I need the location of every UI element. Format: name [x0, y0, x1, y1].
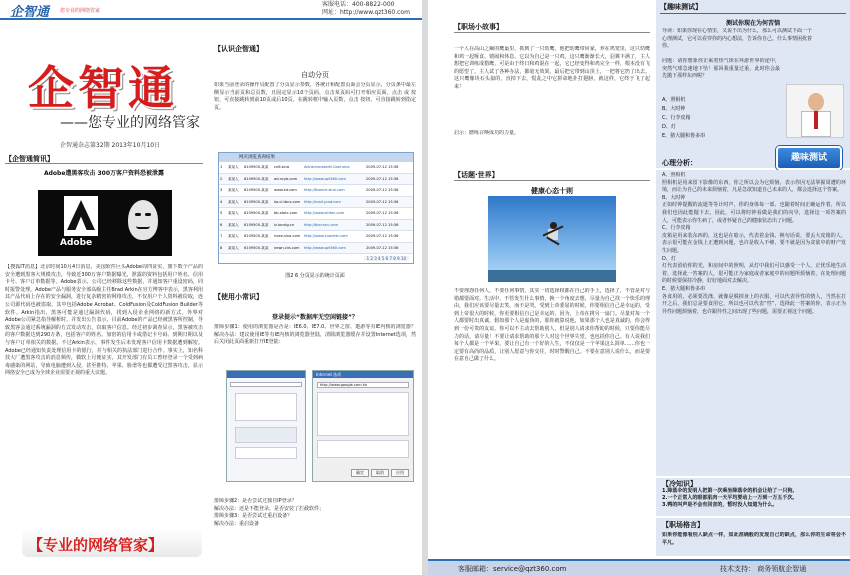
table-cell: 6109500-某某: [244, 188, 269, 192]
motto-section-title: 【职场格言】: [662, 521, 704, 529]
slogan-banner: [22, 529, 202, 557]
pager-bar[interactable]: 1 2 3 4 5 6 7 8 9 10: [364, 256, 409, 261]
table-title: 网页浏览查询结果: [219, 153, 413, 162]
test-option-d[interactable]: D、灯: [662, 124, 676, 130]
browser-screenshot-left: [226, 370, 306, 482]
header-logo: 企智通: [10, 5, 50, 20]
table-cell: 2: [220, 176, 223, 181]
table-cell: 6: [220, 222, 223, 227]
badge-text: 趣味测试: [790, 153, 827, 163]
table-cell: 1: [220, 165, 223, 169]
cold-fact-3: 3.鸭的叫声是不会有回音的，暂时没人知道为什么。: [662, 502, 778, 509]
topic-title: 健康心态十则: [531, 187, 573, 195]
tips-steps: 排障步骤2：是否尝试过独自IP登录？ 解决办法：还是不能登录，是否安装了拦截软件； 排障步骤3：是否尝试过重启设备？ 解决办法：重启设备: [214, 498, 325, 527]
table-row: [219, 231, 413, 243]
cold-fact-1: 1.降落伞的发明人把第一次乘坐降落伞的机会让给了一只狗。: [662, 488, 798, 494]
table-cell[interactable]: http://www.qzt360.com: [304, 245, 346, 250]
adobe-logo-label: Adobe: [60, 238, 93, 248]
table-cell: 某某人: [228, 245, 239, 250]
table-cell: 6109500-某某: [244, 176, 269, 181]
figure-caption: 图2 6 分页显示的统计页面: [285, 273, 345, 279]
page-left: [0, 0, 422, 575]
page-footer: [428, 559, 850, 575]
header-contact: [322, 1, 410, 17]
header-phone: 客服电话：400-8822-000: [322, 1, 395, 8]
test-option-b[interactable]: B、大时钟: [662, 106, 686, 112]
story-lesson: 启示：磨练召唤成功的力量。: [454, 130, 520, 136]
footer-support: 技术支持： 商务领航企智通: [720, 565, 807, 573]
topic-body: 不要埋怨任何人，不要任何事情，其实一切选择权都在自己的手上，选择了，不管是对与错都要面对。生活中，不管发生什么事情，换一个角度去想，尽量为自己找一个快乐的理由，我们应该要尽量去笑，而不是哭。受到上帝委屈的时候，你要相信自己是幸运的，受到上帝很大的时候，你更要相信自己是幸运的，因为，上帝在挑另一扇门。尽量对每一个人都要时出真诚，假如那个人是虚伪的，那你就算说他，如果那个人也是真诚的，你会得到一份可贵的友谊。你可以不主动去帮助别人，但是别人请求你帮助的时候，只要你能尽力的话，请尽量！不要让请求帮助的那个人对这个世界失望，也包括你自己。有人说我们每个人都是一个苹果，要让自己有一个好的人生，不仅仅是一个苹果这么简单……你也一定要有高尚的品质，让别人愿意与你交往，时时警醒自己。不要在意别人说什么，而是要在意自己做了什么。: [454, 288, 650, 363]
banner-text: 【专业的网络管家】: [28, 536, 164, 554]
test-intro: 导读：如果你现在心情里，又说不出为什么，那么可以测试下面一个心理测试，它可以看穿你的内心想法，告诉你自己，什么事情困扰着你。: [662, 28, 812, 50]
stressed-man-photo: [786, 84, 844, 138]
table-cell: 8: [220, 245, 223, 250]
table-cell: 某某人: [228, 199, 239, 204]
table-row: [219, 197, 413, 209]
table-cell: newn.ciis.com: [274, 245, 300, 250]
test-question: 问题：请你想象你正乘着热气球在环游世界的途中，突然气球急速地下坠！那回我重量过重，此时你会最先抛下那样东西呢？: [662, 58, 780, 80]
table-cell: 6109500-某某: [244, 199, 269, 204]
news-body: 【搜狐IT消息】北京时间10月4日消息，美国软件巨头Adobe周四证实，旗下数个产品的安全遭到黑客大规模攻击，导致近300万客户数据曝光，泄露的资料包括用户姓名、信用卡号、客户订单数据等。Adobe表示，公司已经移除这些数据，并通知客户重设密码，同时报警处理。Adobe产品与服务安全部高级主任Brad Arkin在官方博客中表示，黑客利用其产品代码上存在的安全漏洞，进行复杂精密的网络攻击，不仅用户个人资料被窃取，连公司源代码也被盗取。其中包括Adobe Acrobat、ColdFusion及ColdFusion Builder等软件。Arkin指出，黑客可能是通过漏洞代码，找到入侵企业网络的新方式。外界对Adobe公司紧急指导解析时，并发出公告表示，目前Adobe的产品已经被黑客所控制，导致黑客会通过系统漏洞的方式发动攻击，窃取客户信息。经过初步调查显示，黑客被攻击的客户数据达到290万条，包括客户的姓名、加密的信用卡或借记卡号码、到期日期以及与客户订单相关的数据。不过Arkin表示，事件发生后未发现客户信用卡数据遭到解密。Adobe已经通知负责处理信用卡的银行，并与相关的执法部门进行合作。事实上，知名科技大厂遭黑客攻击的消息频传，微软上月便证实，其开发部门有员工曾经登录一个受到病毒感染的网站，导致电脑遭到入侵，甚至推特、苹果、脸谱等也都遭受过黑客攻击，显示网络安全已成为全球企业需要正视的重大议题。: [5, 264, 203, 377]
table-row: [219, 208, 413, 220]
table-cell: 6109500-某某: [244, 222, 269, 227]
table-cell[interactable]: http://tbccnnc.com: [304, 222, 339, 227]
table-cell: 2009-07-12 15:36: [366, 222, 399, 227]
table-row: [219, 243, 413, 255]
table-cell: 某某人: [228, 234, 239, 238]
table-cell: 6109500-某某: [244, 165, 269, 169]
table-cell: 2009-07-12 15:36: [366, 245, 399, 250]
cold-section-title: 【冷知识】: [662, 480, 697, 488]
know-section-title: 【认识企智通】: [214, 45, 263, 53]
analysis-panel: [656, 159, 850, 476]
tips-section-title: 【使用小常识】: [214, 293, 263, 301]
motto-panel: [656, 518, 850, 556]
analysis-body: A、照相机 照相机是用来留下影像的东西，你之所以会为它烦恼，表示你因无法掌握周遭的环境，而让为自己的未来烦恼着，凡是急欲知道自己未来的人，都会选择这个答案。 B、大时钟 正如时钟提醒的流逝等等计时声，你的身体每一部、也随着时间正确运作着，所以我们也因此能抛下去。因此，可以将时钟看做是我们的向导，选择这一项答案的人，可能表示你生病了，或者怀疑自己的健康状态出了问题。 C、行李皮箱 皮箱是用来装东西的，这也是在暗示，代表着金钱、换句话说，要丢大皮箱的人，表示很可能在金钱上正遭到问题，也许是收入不够，要不就是因为贪欲中的财产发生问题。 D、灯 灯代表留给你的光，和房间中的照明，从灯中我们可以感受一个人，正忧乐地生活着，选择此一答案的人，很可能正为家庭或者家庭中的问题所烦恼着，在处理问题的时候要保持冷静，好好地面对去解决。 E、猪大腿和鲁多串 各食用的，必须要洗涤，就像是脱掉身上的衣服，可以代表异性的情人，当然在打开之后，我们总是要食用它，所以也可以代表“性”，选择此一答案的你，表示正为异性问题烦恼着，也许跟异性之间出现了些问题，需要正视这个问题。: [662, 172, 846, 315]
table-cell: ad.ncyb.com: [274, 176, 298, 181]
news-section-title: 【企智通简讯】: [5, 155, 54, 163]
test-options: [662, 96, 705, 141]
dialog-title: Internet 选项: [313, 371, 413, 378]
table-cell: 6109500-某某: [244, 234, 269, 238]
table-cell: 4: [220, 199, 223, 204]
story-section-title: 【职场小故事】: [454, 23, 503, 31]
test-option-a[interactable]: A、照相机: [662, 97, 686, 103]
know-title: 自动分页: [301, 71, 329, 79]
table-cell[interactable]: http://www.sintec.com: [304, 211, 345, 215]
test-option-c[interactable]: C、行李皮箱: [662, 115, 691, 121]
table-cell: 2009-07-12 15:36: [366, 199, 399, 204]
tips-question: 登录提示“数据库无空闲链接”？: [272, 314, 358, 321]
dialog-apply-button[interactable]: 应用: [391, 469, 409, 477]
dialog-cancel-button[interactable]: 取消: [371, 469, 389, 477]
table-row: [219, 220, 413, 232]
query-table: [219, 162, 413, 254]
adobe-hacker-image: [38, 190, 172, 256]
analysis-section-title: 心理分析：: [662, 159, 697, 167]
table-cell: 6109500-某某: [244, 245, 269, 250]
test-section-title: 【趣味测试】: [660, 2, 846, 14]
jumping-person-icon: [542, 222, 564, 248]
table-cell[interactable]: http://www.qzt360.com: [304, 176, 346, 181]
page-right: [428, 0, 850, 575]
table-row: [219, 162, 413, 174]
table-cell: 某某人: [228, 165, 239, 169]
jumping-person-photo: [488, 196, 616, 282]
table-cell: ka.ci.tbnz.com: [274, 199, 301, 204]
table-cell: bb.stotc.com: [274, 211, 298, 215]
table-cell: www.kd.com: [274, 188, 297, 192]
test-option-e[interactable]: E、猪大腿和鲁多串: [662, 133, 706, 139]
table-cell: 2009-07-12 15:36: [366, 234, 399, 238]
table-cell: 5: [220, 211, 223, 215]
test-title: 测试你现在为何苦恼: [725, 20, 780, 27]
table-cell: iz.iocstg.cn: [274, 222, 295, 227]
fun-test-badge: [776, 146, 842, 170]
footer-email[interactable]: 客服邮箱：service@qzt360.com: [458, 565, 567, 573]
header-site[interactable]: 网址：http://www.qzt360.com: [322, 9, 410, 16]
table-cell[interactable]: http://mail.ycsd.com: [304, 199, 341, 204]
table-row: [219, 174, 413, 186]
header-slogan: 您专业的网络管家: [60, 8, 101, 14]
table-cell: 某某人: [228, 222, 239, 227]
masthead-title: 企智通: [28, 61, 178, 115]
table-cell: 2009-07-12 15:36: [366, 176, 399, 181]
table-row: [219, 185, 413, 197]
homepage-url-field[interactable]: http://www.google.com.hk: [317, 382, 409, 388]
table-cell: 2009-07-12 15:36: [366, 188, 399, 192]
mask-icon: [128, 200, 158, 240]
issue-info: 企智通杂志第32期 2013年10月10日: [60, 142, 161, 149]
tips-body: 排障步骤1：使用的浏览器是否是：IE6.0、IE7.0、世界之窗、遨游等有IE内核的浏览器？解决办法：建议使用IE等有IE内核的浏览器登陆，清除浏览器缓存并设置Internet选项，然后关闭此页面重新打开IE登陆：: [214, 324, 416, 346]
table-cell: 某某人: [228, 176, 239, 181]
test-panel: [656, 0, 850, 168]
cold-fact-2: 2.一个正常人的眼部肌肉一天平均要动上一万到一万五千次。: [662, 495, 798, 502]
news-headline: Adobe遭黑客攻击 300万客户资料恐被泄露: [43, 170, 165, 177]
page-header: [0, 0, 422, 20]
story-body: 一个人在高山之巅的鹰巢里，抓到了一只幼鹰，他把幼鹰带回家，养在鸡笼里，这只幼鹰和鸡一起啄食、嬉闹和休息。它以为自己是一只鸡。这只鹰渐渐长大，羽翼丰满了，主人想把它训练成猎鹰，可是由于终日和鸡混在一起，它已经变得和鸡完全一样，根本没有飞的愿望了。主人试了各种办法，都毫无效果，最后把它带到山顶上，一把将它扔了出去。这只鹰像块石头似的，直掉下去，慌乱之中它拼命地扑打翅膀，就这样，它终于飞了起来！: [454, 46, 650, 90]
motto-body: 如果你能像看别人缺点一样，如此准确般的发现自己的缺点，那么你的生命将会不平凡。: [662, 532, 846, 546]
table-cell: 某某人: [228, 188, 239, 192]
table-cell: nvee.sina.com: [274, 234, 301, 238]
pagination-table-screenshot: [218, 152, 414, 264]
know-body: 如果当前登录的操作员配置了分页显示参数，各统计和配置页面会分页显示，分页条中最左侧显示当前页和总页数，且固定显示10个页码，点击某页码可打开相应页面，点击 或 按钮，可直接跳转到前10页或后10页，在跳转框中输入页数，点击 按钮，可直接跳转到指定页。: [214, 82, 416, 111]
masthead-subtitle: ——您专业的网络管家: [60, 115, 200, 131]
table-cell[interactable]: http://www.cnanetc.com: [304, 234, 348, 238]
table-cell[interactable]: Adcisrnsnasertt.Gser.sina: [304, 165, 350, 169]
table-cell: cn6.sina: [274, 165, 290, 169]
table-cell: 6109500-某某: [244, 211, 269, 215]
table-cell: 2009-07-12 15:36: [366, 165, 399, 169]
internet-options-dialog: [312, 370, 414, 482]
topic-section-title: 【话题·世界】: [454, 171, 499, 179]
cold-facts-panel: [656, 478, 850, 516]
table-cell: 3: [220, 188, 223, 192]
adobe-logo-icon: [64, 196, 98, 236]
table-cell: 某某人: [228, 211, 239, 215]
table-cell: 2009-07-12 15:36: [366, 211, 399, 215]
table-cell[interactable]: http://tbonce.sina.com: [304, 188, 345, 192]
table-cell: 7: [220, 234, 223, 238]
dialog-ok-button[interactable]: 确定: [351, 469, 369, 477]
